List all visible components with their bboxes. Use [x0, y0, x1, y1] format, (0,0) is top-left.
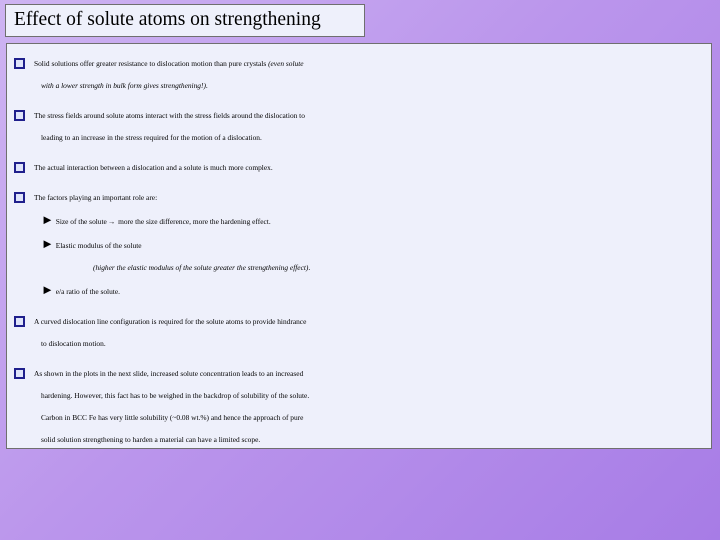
item-line: As shown in the plots in the next slide, increased solute concentration leads to an increased	[34, 369, 304, 378]
square-bullet-icon	[14, 162, 25, 173]
factor-ea-ratio: ► e/a ratio of the solute.	[41, 282, 120, 297]
factor-modulus-note: (higher the elastic modulus of the solute greater the strengthening effect).	[93, 263, 311, 272]
square-bullet-icon	[14, 192, 25, 203]
item-line: hardening. However, this fact has to be weighed in the backdrop of solubility of the solute.	[41, 391, 310, 400]
factor-modulus: ► Elastic modulus of the solute	[41, 236, 142, 251]
slide-title-box	[5, 4, 365, 37]
bullet-item-curved-dislocation	[14, 311, 711, 355]
item-line: with a lower strength in bulk form gives strengthening!).	[41, 81, 208, 90]
slide-title: Effect of solute atoms on strengthening	[14, 9, 321, 30]
item-line: The actual interaction between a dislocation and a solute is much more complex.	[34, 163, 273, 172]
item-line: solid solution strengthening to harden a material can have a limited scope.	[41, 435, 261, 444]
item-line: to dislocation motion.	[41, 339, 106, 348]
square-bullet-icon	[14, 110, 25, 121]
item-line: leading to an increase in the stress required for the motion of a dislocation.	[41, 133, 262, 142]
triangle-pointer-icon: ►	[41, 282, 54, 297]
item-line: Carbon in BCC Fe has very little solubility (~0.08 wt.%) and hence the approach of pure	[41, 413, 304, 422]
item-line: The factors playing an important role are:	[34, 193, 158, 202]
bullet-item-concentration	[14, 363, 711, 451]
item-line: The stress fields around solute atoms interact with the stress fields around the dislocation to	[34, 111, 305, 120]
triangle-pointer-icon: ►	[41, 212, 54, 227]
item-line: A curved dislocation line configuration is required for the solute atoms to provide hindrance	[34, 317, 307, 326]
bullet-item-factors	[14, 187, 711, 303]
content-panel	[6, 43, 712, 449]
bullet-item-interaction	[14, 157, 711, 179]
bullet-item-solid-solutions	[14, 53, 711, 97]
square-bullet-icon	[14, 368, 25, 379]
square-bullet-icon	[14, 58, 25, 69]
square-bullet-icon	[14, 316, 25, 327]
item-line: Solid solutions offer greater resistance to dislocation motion than pure crystals (even solute	[34, 59, 304, 68]
bullet-item-stress-fields	[14, 105, 711, 149]
factor-size: ► Size of the solute→ more the size difference, more the hardening effect.	[41, 212, 271, 227]
right-arrow-icon: →	[107, 217, 116, 226]
triangle-pointer-icon: ►	[41, 236, 54, 251]
